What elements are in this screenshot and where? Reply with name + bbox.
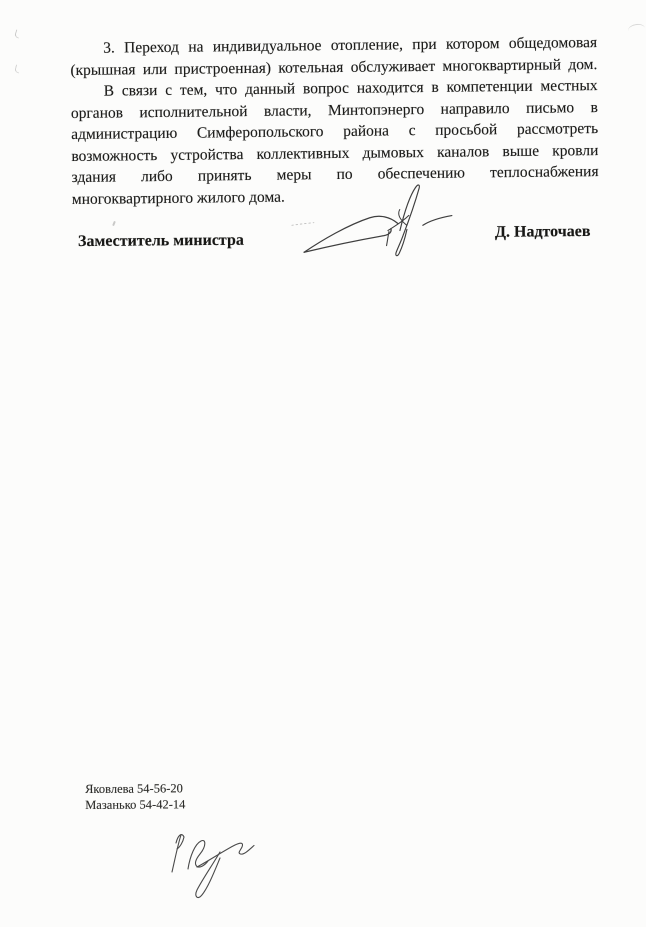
handwritten-signature-icon <box>290 182 461 268</box>
footer-contacts <box>85 781 185 813</box>
footer-contact-line: Мазанько 54-42-14 <box>85 796 186 812</box>
signer-position-title: Заместитель министра <box>77 231 244 251</box>
footer-contact-line: Яковлева 54-56-20 <box>85 781 183 796</box>
body-line: (крышная или пристроенная) котельная обслуживает многоквартирный дом. <box>70 55 598 79</box>
body-line: органов исполнительной власти, Минтопэнерго направило письмо в <box>70 98 598 122</box>
body-line: 3. Переход на индивидуальное отопление, при котором общедомовая <box>103 34 598 57</box>
body-line: здания либо принять меры по обеспечению теплоснабжения <box>71 163 599 187</box>
body-line: администрацию Симферопольского района с просьбой рассмотреть <box>71 120 599 144</box>
body-line: возможность устройства коллективных дымовых каналов выше кровли <box>71 141 599 165</box>
body-line: В связи с тем, что данный вопрос находится в компетенции местных <box>103 77 598 100</box>
body-line: многоквартирного жилого дома. <box>71 188 285 208</box>
handwritten-initials-scribble-icon <box>150 822 265 902</box>
signature-block <box>0 0 646 301</box>
signer-name: Д. Надточаев <box>494 222 591 241</box>
